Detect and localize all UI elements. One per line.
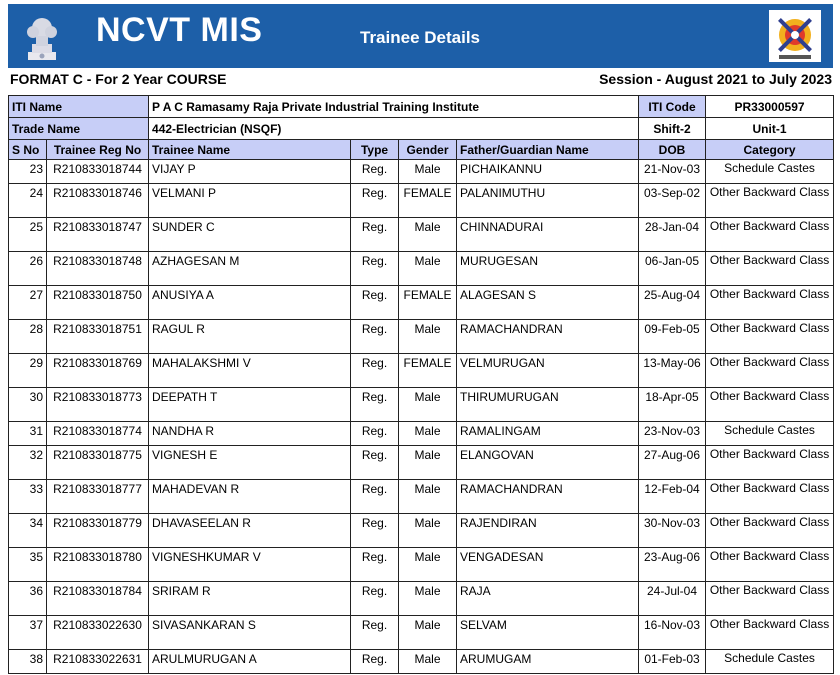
table-row [9,354,834,388]
cell-sno: 36 [9,582,47,616]
cell-father: ALAGESAN S [457,286,639,320]
cell-father: RAJENDIRAN [457,514,639,548]
cell-gender: FEMALE [399,286,457,320]
table-row [9,218,834,252]
col-father-header: Father/Guardian Name [457,140,639,160]
cell-gender: Male [399,582,457,616]
table-row [9,446,834,480]
cell-gender: Male [399,160,457,184]
cell-reg: R210833018775 [47,446,149,480]
cell-type: Reg. [351,218,399,252]
cell-gender: FEMALE [399,184,457,218]
cell-name: DEEPATH T [149,388,351,422]
col-reg-header: Trainee Reg No [47,140,149,160]
cell-reg: R210833018774 [47,422,149,446]
cell-dob: 27-Aug-06 [639,446,706,480]
cell-name: SRIRAM R [149,582,351,616]
table-row [9,388,834,422]
cell-type: Reg. [351,286,399,320]
unit-value: Unit-1 [706,118,834,140]
cell-name: ARULMURUGAN A [149,650,351,674]
cell-reg: R210833018773 [47,388,149,422]
cell-name: ANUSIYA A [149,286,351,320]
cell-reg: R210833022630 [47,616,149,650]
cell-category: Other Backward Class [706,388,834,422]
cell-category: Schedule Castes [706,422,834,446]
col-gender-header: Gender [399,140,457,160]
cell-gender: Male [399,616,457,650]
cell-dob: 28-Jan-04 [639,218,706,252]
app-title: NCVT MIS [96,11,263,49]
cell-father: VENGADESAN [457,548,639,582]
cell-reg: R210833022631 [47,650,149,674]
column-header-row [9,140,834,160]
cell-reg: R210833018746 [47,184,149,218]
cell-type: Reg. [351,388,399,422]
iti-name-value: P A C Ramasamy Raja Private Industrial Training Institute [149,96,639,118]
cell-name: SUNDER C [149,218,351,252]
national-emblem-icon [22,8,62,64]
cell-dob: 30-Nov-03 [639,514,706,548]
col-dob-header: DOB [639,140,706,160]
cell-name: MAHALAKSHMI V [149,354,351,388]
cell-father: SELVAM [457,616,639,650]
col-name-header: Trainee Name [149,140,351,160]
cell-father: MURUGESAN [457,252,639,286]
cell-category: Other Backward Class [706,548,834,582]
cell-gender: Male [399,480,457,514]
cell-name: VELMANI P [149,184,351,218]
cell-reg: R210833018748 [47,252,149,286]
cell-father: RAJA [457,582,639,616]
cell-father: THIRUMURUGAN [457,388,639,422]
cell-dob: 21-Nov-03 [639,160,706,184]
shift-value: Shift-2 [639,118,706,140]
table-row [9,160,834,184]
cell-father: VELMURUGAN [457,354,639,388]
cell-category: Other Backward Class [706,320,834,354]
cell-gender: Male [399,422,457,446]
itis-logo-icon [767,8,823,64]
cell-reg: R210833018780 [47,548,149,582]
cell-reg: R210833018769 [47,354,149,388]
table-row [9,286,834,320]
table-row [9,184,834,218]
trainee-table [8,95,834,674]
trade-name-label: Trade Name [9,118,149,140]
cell-sno: 25 [9,218,47,252]
cell-dob: 13-May-06 [639,354,706,388]
cell-name: VIJAY P [149,160,351,184]
cell-gender: Male [399,446,457,480]
cell-gender: Male [399,320,457,354]
cell-name: RAGUL R [149,320,351,354]
info-row-iti [9,96,834,118]
table-row [9,514,834,548]
session-label: Session - August 2021 to July 2023 [599,71,832,87]
cell-gender: Male [399,388,457,422]
cell-sno: 28 [9,320,47,354]
cell-category: Other Backward Class [706,446,834,480]
iti-name-label: ITI Name [9,96,149,118]
header-banner [8,4,833,68]
cell-name: DHAVASEELAN R [149,514,351,548]
table-row [9,616,834,650]
cell-category: Other Backward Class [706,514,834,548]
cell-dob: 23-Nov-03 [639,422,706,446]
cell-type: Reg. [351,320,399,354]
cell-sno: 26 [9,252,47,286]
info-row-trade [9,118,834,140]
cell-sno: 32 [9,446,47,480]
cell-father: CHINNADURAI [457,218,639,252]
cell-name: MAHADEVAN R [149,480,351,514]
cell-sno: 27 [9,286,47,320]
cell-type: Reg. [351,616,399,650]
cell-dob: 24-Jul-04 [639,582,706,616]
cell-type: Reg. [351,422,399,446]
trade-name-value: 442-Electrician (NSQF) [149,118,639,140]
iti-code-value: PR33000597 [706,96,834,118]
cell-sno: 31 [9,422,47,446]
cell-category: Other Backward Class [706,184,834,218]
cell-dob: 16-Nov-03 [639,616,706,650]
table-row [9,548,834,582]
cell-sno: 33 [9,480,47,514]
cell-category: Other Backward Class [706,252,834,286]
table-row [9,252,834,286]
cell-name: NANDHA R [149,422,351,446]
cell-type: Reg. [351,582,399,616]
cell-father: RAMACHANDRAN [457,320,639,354]
cell-father: RAMALINGAM [457,422,639,446]
table-row [9,582,834,616]
cell-category: Other Backward Class [706,616,834,650]
cell-sno: 23 [9,160,47,184]
cell-type: Reg. [351,354,399,388]
cell-sno: 35 [9,548,47,582]
cell-gender: Male [399,650,457,674]
cell-dob: 01-Feb-03 [639,650,706,674]
cell-gender: Male [399,218,457,252]
cell-category: Other Backward Class [706,218,834,252]
cell-dob: 23-Aug-06 [639,548,706,582]
cell-reg: R210833018747 [47,218,149,252]
col-category-header: Category [706,140,834,160]
cell-reg: R210833018784 [47,582,149,616]
cell-name: SIVASANKARAN S [149,616,351,650]
cell-sno: 34 [9,514,47,548]
cell-category: Schedule Castes [706,160,834,184]
cell-dob: 03-Sep-02 [639,184,706,218]
cell-dob: 09-Feb-05 [639,320,706,354]
col-sno-header: S No [9,140,47,160]
cell-father: RAMACHANDRAN [457,480,639,514]
cell-name: VIGNESH E [149,446,351,480]
cell-type: Reg. [351,160,399,184]
cell-type: Reg. [351,184,399,218]
iti-code-label: ITI Code [639,96,706,118]
cell-type: Reg. [351,480,399,514]
cell-reg: R210833018750 [47,286,149,320]
cell-sno: 24 [9,184,47,218]
cell-reg: R210833018777 [47,480,149,514]
cell-type: Reg. [351,548,399,582]
cell-sno: 30 [9,388,47,422]
cell-name: VIGNESHKUMAR V [149,548,351,582]
cell-father: ELANGOVAN [457,446,639,480]
cell-sno: 29 [9,354,47,388]
cell-sno: 37 [9,616,47,650]
cell-gender: Male [399,514,457,548]
cell-category: Other Backward Class [706,480,834,514]
cell-gender: Male [399,548,457,582]
cell-type: Reg. [351,650,399,674]
col-type-header: Type [351,140,399,160]
cell-reg: R210833018744 [47,160,149,184]
cell-category: Other Backward Class [706,354,834,388]
cell-gender: FEMALE [399,354,457,388]
cell-type: Reg. [351,446,399,480]
cell-category: Schedule Castes [706,650,834,674]
table-row [9,320,834,354]
table-row [9,422,834,446]
cell-dob: 18-Apr-05 [639,388,706,422]
cell-sno: 38 [9,650,47,674]
cell-father: PICHAIKANNU [457,160,639,184]
format-label: FORMAT C - For 2 Year COURSE [10,71,227,87]
page-title: Trainee Details [360,28,481,47]
cell-category: Other Backward Class [706,286,834,320]
cell-type: Reg. [351,252,399,286]
cell-dob: 06-Jan-05 [639,252,706,286]
table-row [9,650,834,674]
cell-father: PALANIMUTHU [457,184,639,218]
cell-dob: 12-Feb-04 [639,480,706,514]
cell-reg: R210833018779 [47,514,149,548]
cell-gender: Male [399,252,457,286]
cell-father: ARUMUGAM [457,650,639,674]
cell-dob: 25-Aug-04 [639,286,706,320]
table-row [9,480,834,514]
cell-reg: R210833018751 [47,320,149,354]
cell-category: Other Backward Class [706,582,834,616]
cell-type: Reg. [351,514,399,548]
cell-name: AZHAGESAN M [149,252,351,286]
